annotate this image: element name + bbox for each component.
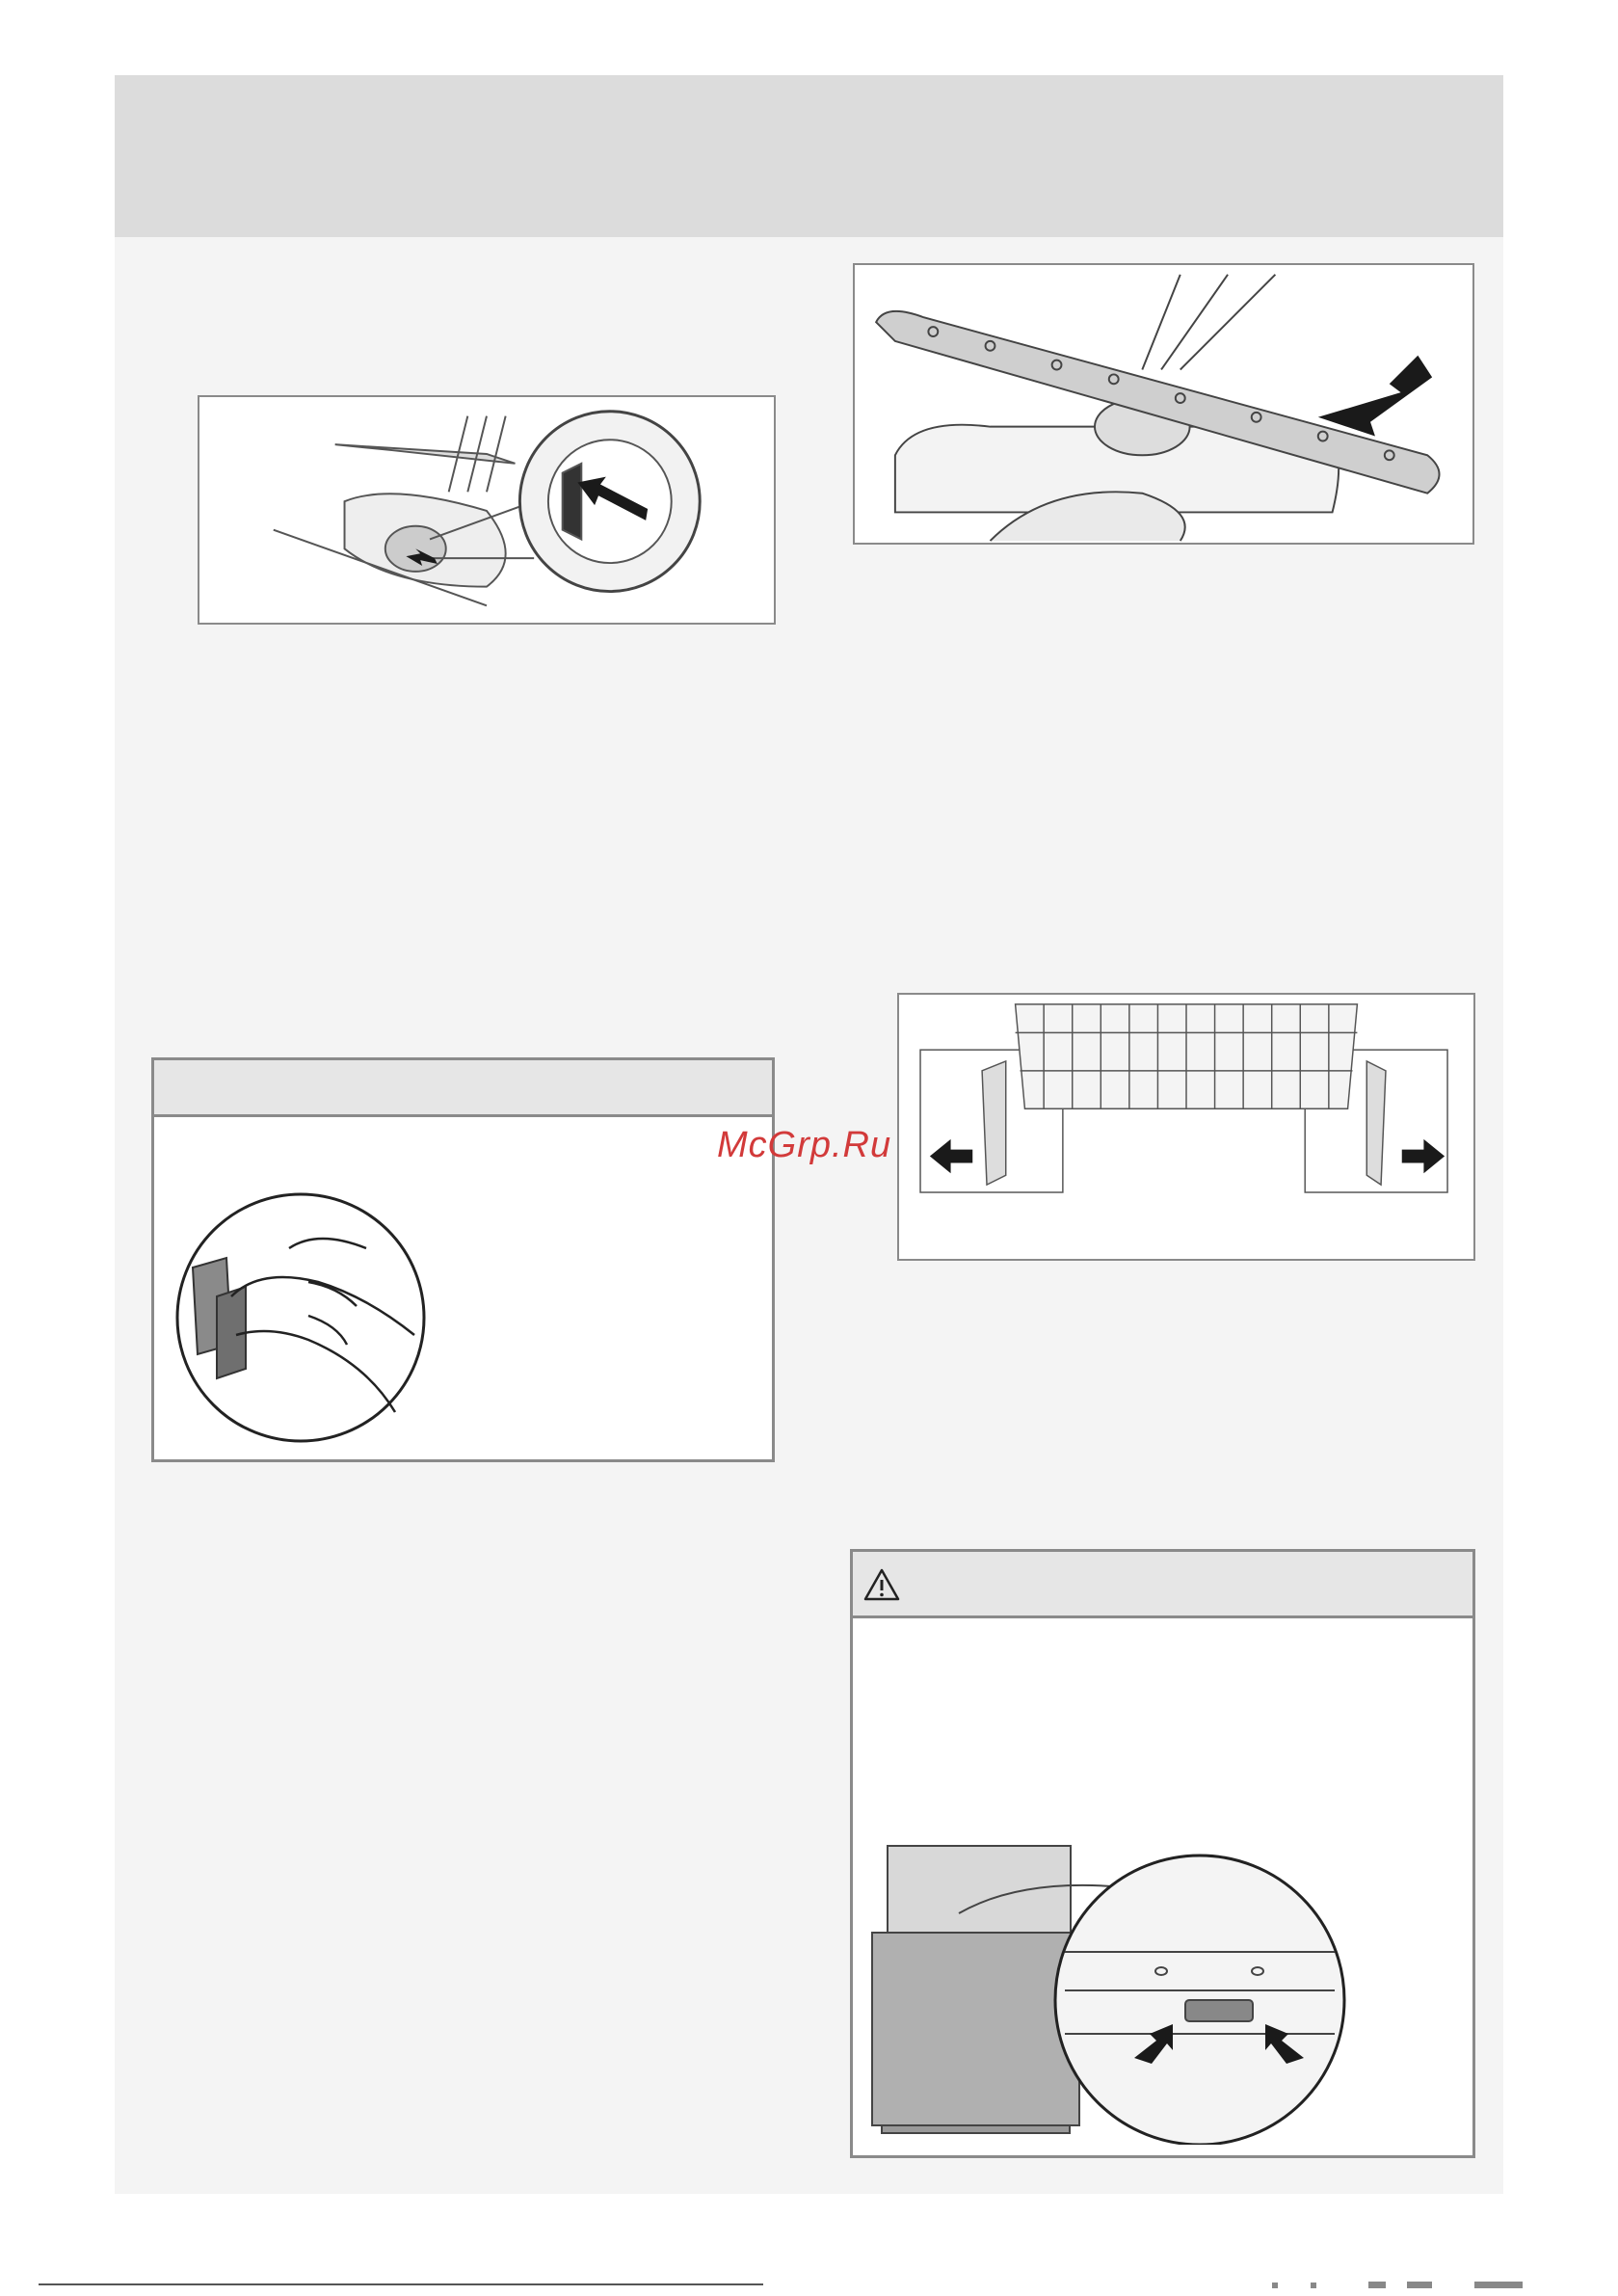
figure-basket-rails [897,993,1475,1261]
spray-arm-nozzle-arrow-icon [855,265,1472,543]
filter-lock-arrow-icon [199,397,774,623]
basket-rail-arrows-icon [899,995,1473,1259]
note-clip [151,1057,775,1462]
figure-upper-spray-arm [853,263,1474,545]
figure-filter-lock [198,395,776,625]
warning-icon [862,1567,901,1602]
fingers-clip-icon [173,1190,429,1446]
note-clip-header [154,1060,772,1117]
watermark: McGrp.Ru [717,1125,892,1165]
footer-marks [1272,2279,1561,2290]
header-band [115,75,1503,237]
warning-note [850,1549,1475,2158]
warning-note-header [853,1552,1472,1618]
door-latch-arrows-icon [862,1836,1465,2145]
footer-rule [39,2283,763,2285]
